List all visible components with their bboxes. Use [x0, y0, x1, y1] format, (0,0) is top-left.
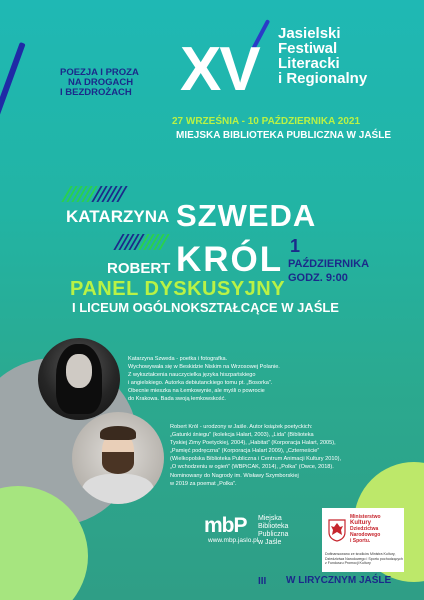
festival-title-line: Jasielski — [278, 25, 341, 42]
library-name-line: Publiczna — [258, 531, 289, 538]
bio-line: Tyskiej Zimy Poetyckiej, 2004), „Habitat” (Korporacja Halart, 2005), — [170, 440, 336, 447]
festival-title-line: Literacki — [278, 55, 340, 72]
festival-tagline — [60, 68, 180, 98]
guest-photo-szweda — [38, 338, 120, 420]
festival-title-line: Festiwal — [278, 40, 338, 57]
library-url[interactable]: www.mbp.jaslo.pl — [208, 537, 259, 544]
tagline-line: NA DROGACH — [68, 77, 134, 88]
festival-numeral: XV — [180, 35, 259, 104]
event-time: GODZ. 9:00 — [288, 272, 348, 284]
ministry-title-line: i Sportu. — [350, 538, 371, 544]
ministry-title-line: Ministerstwo — [350, 514, 381, 520]
navy-stripes-decoration — [96, 186, 123, 202]
bio-szweda — [128, 355, 368, 404]
footer-marker: III — [258, 576, 267, 587]
bio-line: i angielskiego. Autorka debiutanckiego tomu pt. „Bosorka”. — [128, 380, 273, 387]
guest-photo-krol — [72, 412, 164, 504]
bio-krol — [170, 423, 392, 488]
ministry-title-line: Kultury — [350, 520, 371, 526]
bio-line: Wychowywała się w Beskidzie Niskim na Wrzosowej Polanie. — [128, 364, 280, 371]
footer-text: W LIRYCZNYM JAŚLE — [286, 575, 392, 586]
event-venue: I LICEUM OGÓLNOKSZTAŁCĄCE W JAŚLE — [72, 300, 339, 315]
bio-line: „Pamięć podręczna” (Korporacja Halart 2009), „Czterneście” — [170, 448, 320, 455]
bio-line: (Wielkopolska Biblioteka Publiczna i Centrum Animacji Kultury 2010), — [170, 456, 341, 463]
festival-dates: 27 WRZEŚNIA - 10 PAŹDZIERNIKA 2021 — [172, 116, 361, 127]
library-logo-mark: mbP — [204, 514, 247, 537]
ministry-title — [350, 514, 402, 544]
ministry-title-line: Dziedzictwa Narodowego — [350, 526, 381, 538]
guest-first-name: ROBERT — [107, 260, 171, 277]
library-name-line: w Jaśle — [258, 539, 282, 546]
bio-line: Robert Król - urodzony w Jaśle. Autor książek poetyckich: — [170, 424, 313, 430]
tagline-line: I BEZDROŻACH — [60, 87, 132, 98]
bio-line: w 2019 za poemat „Polka”. — [170, 480, 237, 487]
navy-stripes-decoration — [118, 234, 140, 250]
bio-line: do Krakowa. Bada swoją łemkowskość. — [128, 396, 226, 403]
ministry-logo — [322, 508, 404, 572]
decorative-slash — [0, 42, 26, 138]
event-month: PAŹDZIERNIKA — [288, 258, 370, 270]
guest-last-name: SZWEDA — [176, 198, 317, 233]
bio-line: „O wchodzeniu w ogień” (WBPiCAK, 2014), „Polka” (Owce, 2018). — [170, 464, 334, 471]
event-type: PANEL DYSKUSYJNY — [70, 278, 286, 300]
library-name-line: Miejska — [258, 515, 282, 522]
library-logo-name — [258, 515, 318, 547]
tagline-line: POEZJA I PROZA — [60, 67, 139, 78]
festival-organizer: MIEJSKA BIBLIOTEKA PUBLICZNA W JAŚLE — [176, 130, 392, 141]
bio-line: „Gatunki śniegu” (kolekcja Hałart, 2003), „Lida” (Biblioteka — [170, 432, 314, 439]
guest-first-name: KATARZYNA — [66, 207, 170, 226]
ministry-funding-text: Dofinansowano ze środków Ministra Kultury, Dziedzictwa Narodowego i Sportu pochodzących z Funduszu Promocji Kultury — [325, 552, 403, 565]
event-day: 1 — [290, 236, 301, 256]
festival-title-line: i Regionalny — [278, 70, 368, 87]
festival-title — [278, 26, 367, 86]
eagle-emblem-icon — [327, 518, 347, 542]
bio-line: Nominowany do Nagrody im. Wisławy Szymborskiej — [170, 472, 299, 479]
guest-last-name: KRÓL — [176, 240, 284, 279]
bio-line: Katarzyna Szweda - poetka i fotografka. — [128, 356, 228, 362]
library-name-line: Biblioteka — [258, 523, 289, 530]
bio-line: Z wykształcenia nauczycielka języka hiszpańskiego — [128, 372, 256, 379]
bio-line: Obecnie mieszka na Łemkowynie, ale myśli o powrocie — [128, 388, 265, 395]
